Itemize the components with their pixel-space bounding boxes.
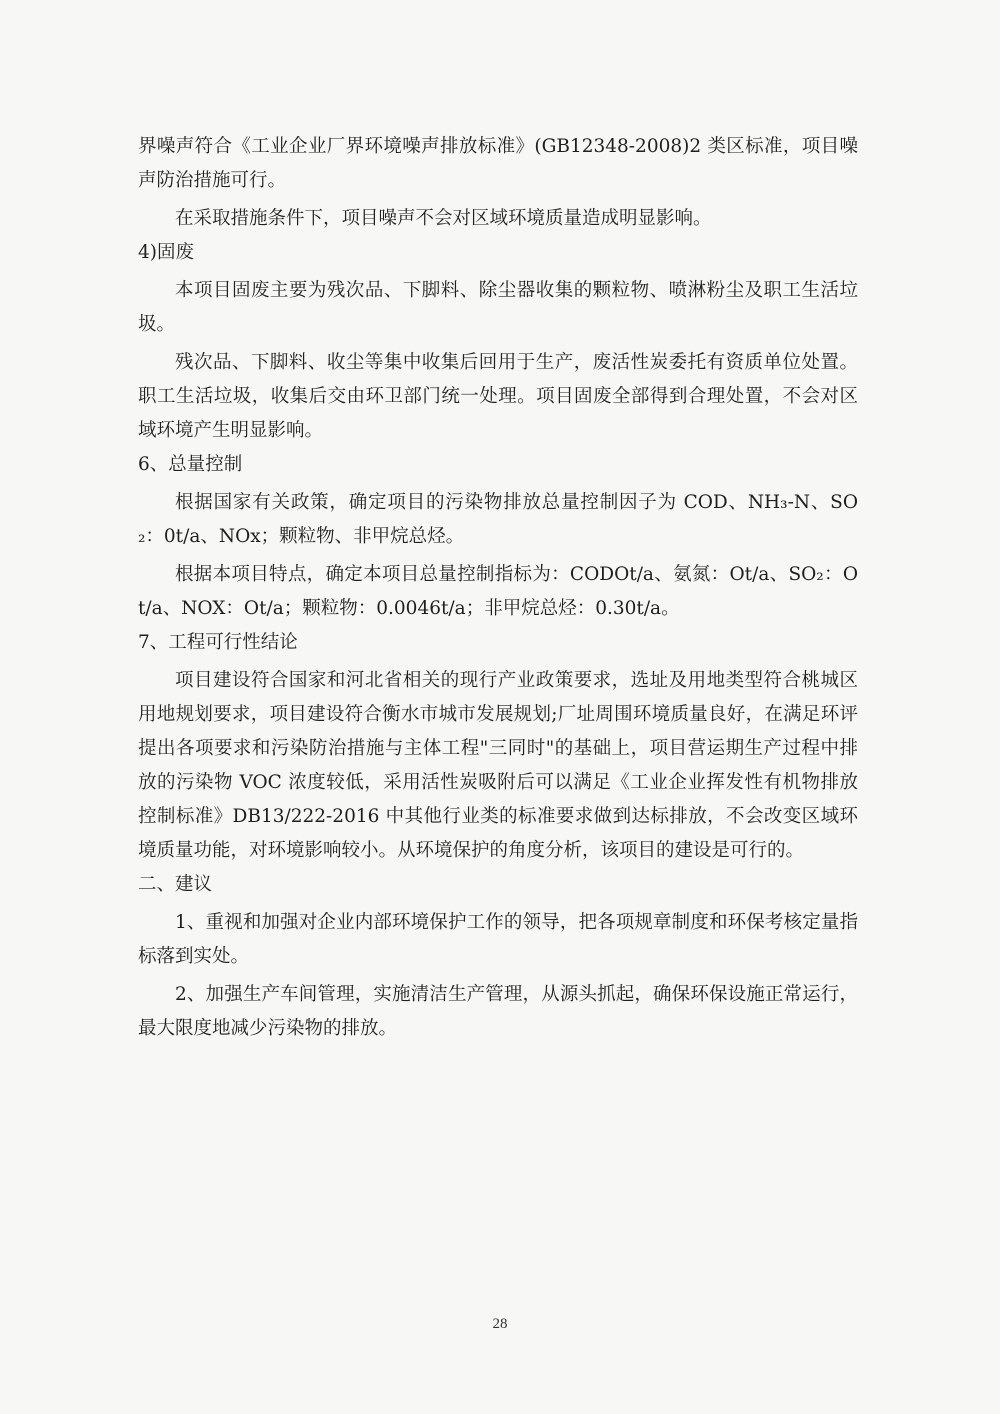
paragraph-control-factors: 根据国家有关政策，确定项目的污染物排放总量控制因子为 COD、NH₃-N、SO₂：0t/a、NOx；颗粒物、非甲烷总烃。 xyxy=(138,492,858,547)
heading-feasibility: 7、工程可行性结论 xyxy=(138,632,298,653)
heading-solid-waste: 4)固废 xyxy=(138,242,194,263)
paragraph-noise-conclusion: 在采取措施条件下，项目噪声不会对区域环境质量造成明显影响。 xyxy=(175,208,712,229)
heading-suggestions: 二、建议 xyxy=(138,874,213,895)
heading-total-control: 6、总量控制 xyxy=(138,454,243,475)
paragraph-suggestion-2: 2、加强生产车间管理，实施清洁生产管理，从源头抓起，确保环保设施正常运行，最大限度地减少污染物的排放。 xyxy=(138,984,858,1039)
paragraph-solid-waste-disposal: 残次品、下脚料、收尘等集中收集后回用于生产，废活性炭委托有资质单位处置。职工生活垃圾，收集后交由环卫部门统一处理。项目固废全部得到合理处置，不会对区域环境产生明显影响。 xyxy=(138,352,858,441)
body-text xyxy=(138,130,858,1046)
paragraph-feasibility-conclusion: 项目建设符合国家和河北省相关的现行产业政策要求，选址及用地类型符合桃城区用地规划要求，项目建设符合衡水市城市发展规划;厂址周围环境质量良好，在满足环评提出各项要求和污染防治措施与主体工程"三同时"的基础上，项目营运期生产过程中排放的污染物 VOC 浓度较低，采用活性炭吸附后可以满足《工业企业挥发性有机物排放控制标准》DB13/222-2016 中其他行业类的标准要求做到达标排放，不会改变区域环境质量功能，对环境影响较小。从环境保护的角度分析，该项目的建设是可行的。 xyxy=(138,670,858,861)
page-number: 28 xyxy=(492,1316,508,1332)
paragraph-noise-standard: 界噪声符合《工业企业厂界环境噪声排放标准》(GB12348-2008)2 类区标准，项目噪声防治措施可行。 xyxy=(138,136,858,191)
paragraph-control-indicators: 根据本项目特点，确定本项目总量控制指标为：CODOt/a、氨氮：Ot/a、SO₂：Ot/a、NOX：Ot/a；颗粒物：0.0046t/a；非甲烷总烃：0.30t/a。 xyxy=(138,564,858,619)
paragraph-suggestion-1: 1、重视和加强对企业内部环境保护工作的领导，把各项规章制度和环保考核定量指标落到实处。 xyxy=(138,912,858,967)
paragraph-solid-waste-sources: 本项目固废主要为残次品、下脚料、除尘器收集的颗粒物、喷淋粉尘及职工生活垃圾。 xyxy=(138,280,858,335)
